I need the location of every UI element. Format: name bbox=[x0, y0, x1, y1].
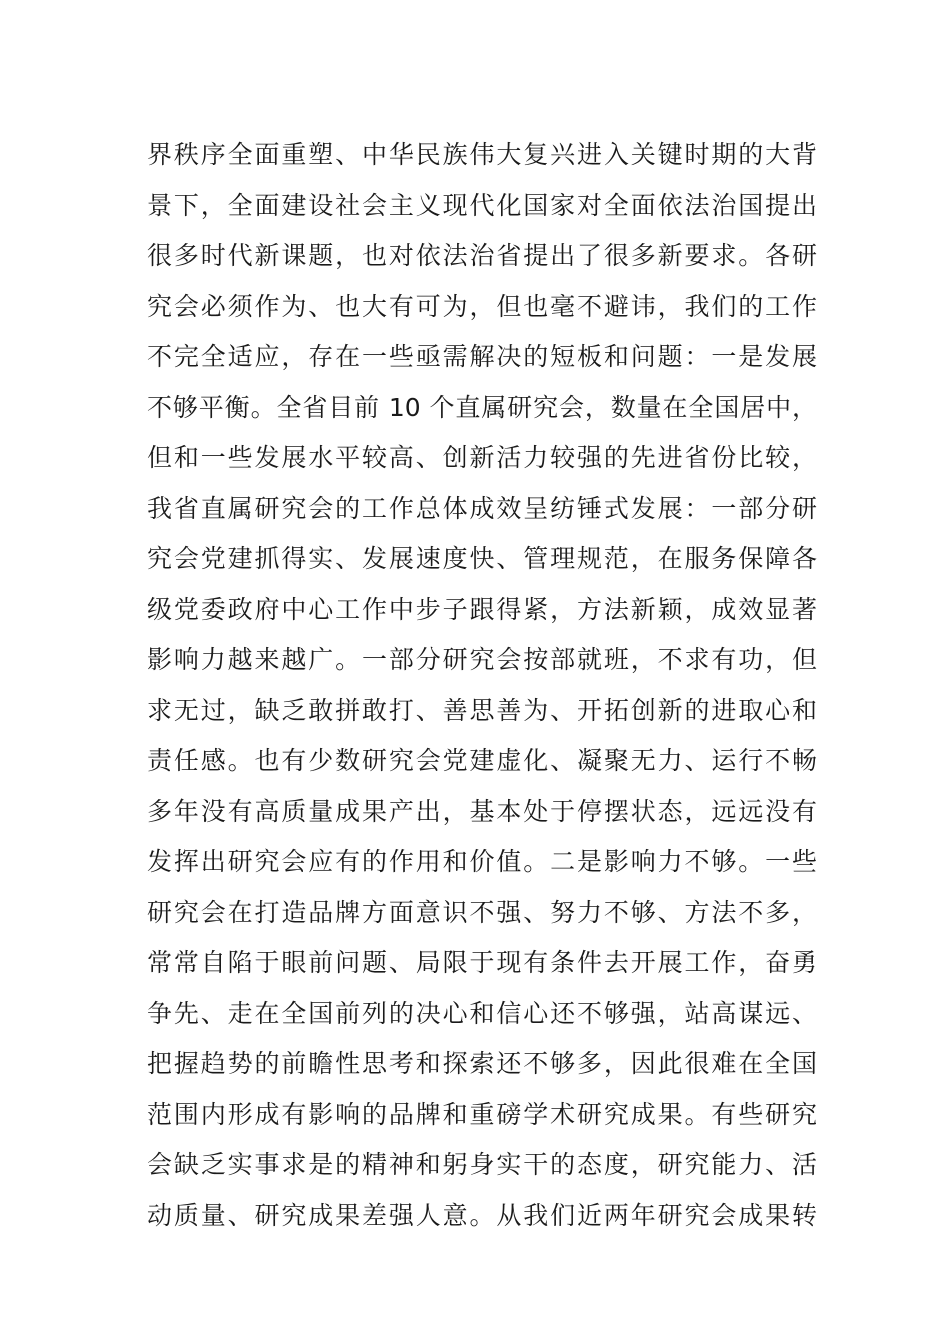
text-line: 求无过，缺乏敢拼敢打、善思善为、开拓创新的进取心和 bbox=[147, 695, 817, 725]
text-line: 把握趋势的前瞻性思考和探索还不够多，因此很难在全国 bbox=[147, 1049, 817, 1078]
text-line: 责任感。也有少数研究会党建虚化、凝聚无力、运行不畅 bbox=[147, 746, 817, 775]
text-line: 究会党建抓得实、发展速度快、管理规范，在服务保障各 bbox=[147, 544, 817, 573]
text-line: 不够平衡。全省目前 10 个直属研究会，数量在全国居中， bbox=[147, 392, 817, 422]
text-line: 研究会在打造品牌方面意识不强、努力不够、方法不多， bbox=[147, 897, 817, 927]
text-line: 争先、走在全国前列的决心和信心还不够强，站高谋远、 bbox=[147, 998, 817, 1028]
text-line: 景下，全面建设社会主义现代化国家对全面依法治国提出 bbox=[147, 190, 817, 220]
text-line: 发挥出研究会应有的作用和价值。二是影响力不够。一些 bbox=[147, 847, 817, 876]
text-line: 范围内形成有影响的品牌和重磅学术研究成果。有些研究 bbox=[147, 1099, 817, 1129]
text-line: 不完全适应，存在一些亟需解决的短板和问题：一是发展 bbox=[147, 342, 817, 371]
text-line: 动质量、研究成果差强人意。从我们近两年研究会成果转 bbox=[147, 1200, 817, 1230]
text-line: 很多时代新课题，也对依法治省提出了很多新要求。各研 bbox=[147, 241, 817, 270]
text-line: 会缺乏实事求是的精神和躬身实干的态度，研究能力、活 bbox=[147, 1150, 817, 1179]
text-line: 究会必须作为、也大有可为，但也毫不避讳，我们的工作 bbox=[147, 291, 817, 321]
text-line: 常常自陷于眼前问题、局限于现有条件去开展工作，奋勇 bbox=[147, 948, 817, 977]
text-line: 级党委政府中心工作中步子跟得紧，方法新颖，成效显著 bbox=[147, 594, 817, 624]
text-line: 界秩序全面重塑、中华民族伟大复兴进入关键时期的大背 bbox=[147, 140, 817, 169]
text-line: 影响力越来越广。一部分研究会按部就班，不求有功，但 bbox=[147, 645, 817, 674]
text-line: 但和一些发展水平较高、创新活力较强的先进省份比较， bbox=[147, 443, 817, 472]
body-paragraph bbox=[147, 130, 817, 1241]
text-line: 多年没有高质量成果产出，基本处于停摆状态，远远没有 bbox=[147, 796, 817, 826]
text-line: 我省直属研究会的工作总体成效呈纺锤式发展：一部分研 bbox=[147, 493, 817, 523]
